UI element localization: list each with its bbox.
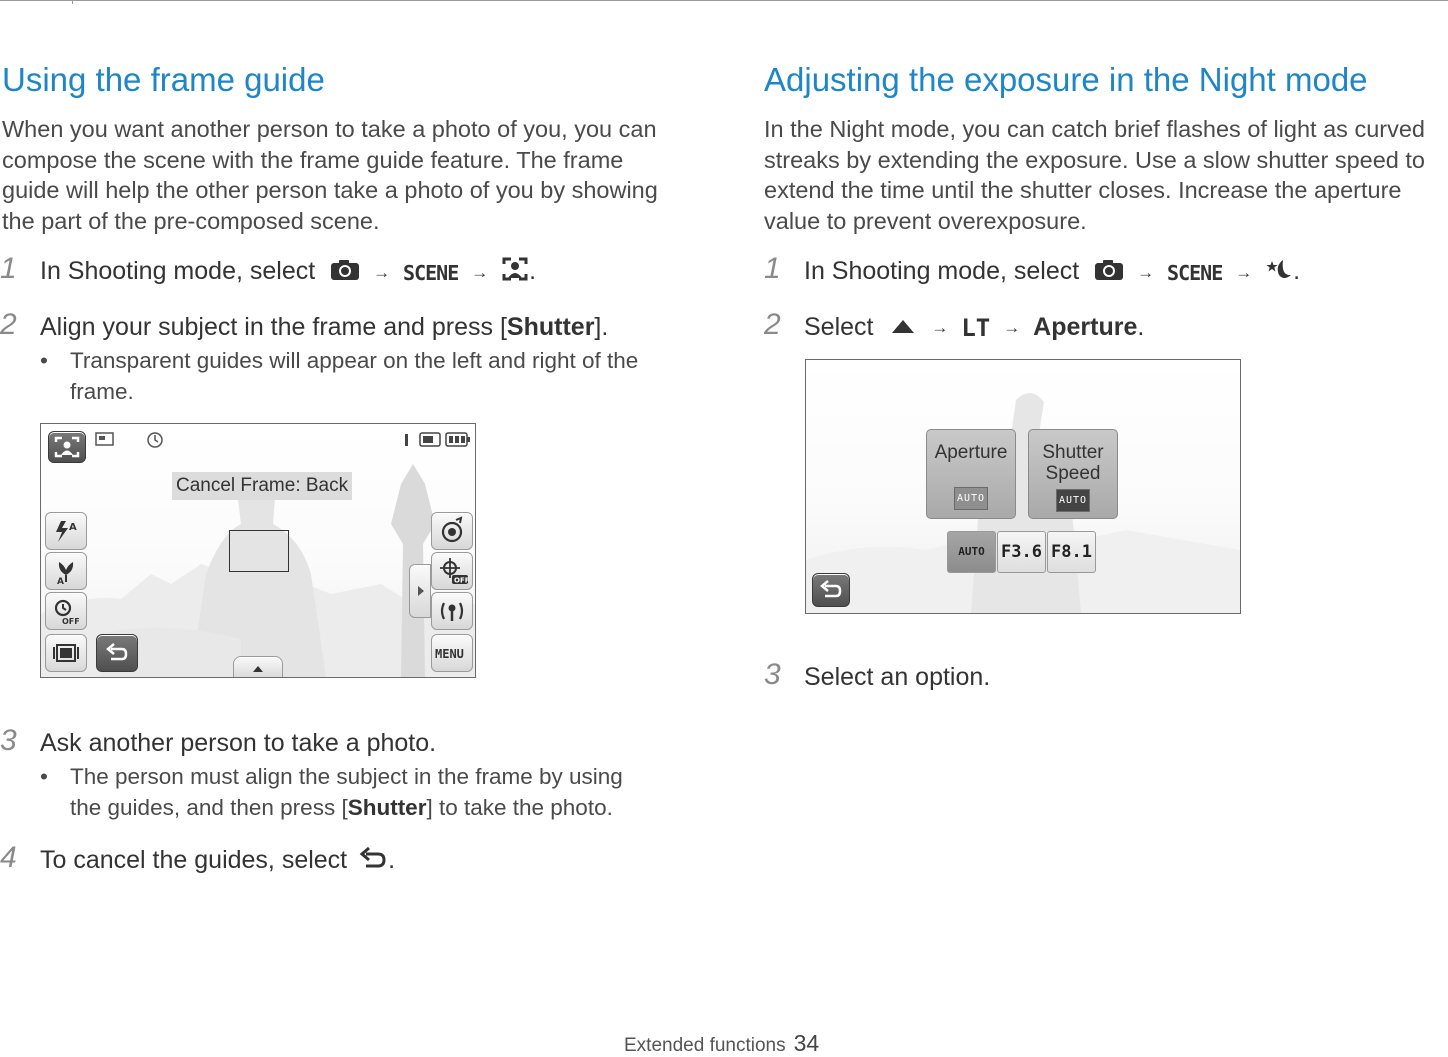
section-title: Adjusting the exposure in the Night mode xyxy=(764,61,1368,98)
camera-icon xyxy=(1094,258,1124,288)
flash-button[interactable] xyxy=(45,512,87,550)
left-step-1: 1 In Shooting mode, select → SCENE → . xyxy=(40,256,536,289)
option-f81[interactable]: F8.1 xyxy=(1047,531,1096,573)
stabilizer-icon xyxy=(432,593,472,629)
left-step-2: 2 Align your subject in the frame and press [Shutter]. xyxy=(0,308,609,341)
internal-memory-icon xyxy=(419,431,443,449)
frame-guide-icon xyxy=(49,432,85,462)
section-intro: In the Night mode, you can catch brief flashes of light as curved streaks by extending the exposure. Use a slow shutter speed to extend the time until the shutter closes. Increase the aperture value to prevent overexposure. xyxy=(764,116,1425,234)
up-arrow-icon xyxy=(234,657,282,678)
menu-button[interactable] xyxy=(431,634,473,672)
memory-indicator-icon xyxy=(403,432,411,448)
stabilizer-button[interactable] xyxy=(431,592,473,630)
option-f36[interactable]: F3.6 xyxy=(997,531,1046,573)
smart-shot-button[interactable] xyxy=(431,512,473,550)
auto-badge: AUTO xyxy=(1056,489,1090,512)
night-mode-icon xyxy=(1265,256,1293,289)
svg-text:MENU: MENU xyxy=(435,647,464,661)
back-icon xyxy=(97,635,137,671)
left-step-4: 4 To cancel the guides, select . xyxy=(40,845,395,878)
option-auto[interactable]: AUTO xyxy=(947,531,996,573)
night-exposure-screen xyxy=(805,359,1241,614)
scene-background xyxy=(806,360,1240,613)
frame-guide-screen xyxy=(40,423,476,678)
focus-button[interactable] xyxy=(45,552,87,590)
left-step-3-bullet: • The person must align the subject in the frame by using the guides, and then press [Shutter] to take the photo. xyxy=(70,761,660,823)
scene-icon: SCENE xyxy=(1167,260,1223,285)
menu-icon xyxy=(432,635,472,671)
cancel-frame-label: Cancel Frame: Back xyxy=(172,472,352,500)
left-step-2-bullet: • Transparent guides will appear on the left and right of the frame. xyxy=(70,345,660,407)
scene-icon: SCENE xyxy=(403,260,459,285)
svg-text:OFF: OFF xyxy=(62,617,80,626)
back-button[interactable] xyxy=(812,573,850,607)
frame-guide-box xyxy=(229,530,289,572)
battery-icon xyxy=(445,431,471,449)
expand-menu-button[interactable] xyxy=(233,656,283,678)
frame-guide-section xyxy=(2,58,682,236)
photo-size-icon xyxy=(95,431,115,447)
flash-auto-icon xyxy=(46,513,86,549)
frame-guide-mode-button[interactable] xyxy=(48,431,86,463)
right-step-1: 1 In Shooting mode, select → SCENE → . xyxy=(804,256,1300,289)
top-rule xyxy=(0,0,1448,1)
display-button[interactable] xyxy=(45,634,87,672)
back-icon xyxy=(813,574,849,606)
smart-camera-icon xyxy=(432,513,472,549)
frame-guide-icon xyxy=(501,256,529,289)
aperture-options xyxy=(947,531,1099,571)
timer-off-icon xyxy=(46,593,86,629)
side-panel-tab[interactable] xyxy=(409,564,431,618)
page-number: 34 xyxy=(793,1030,820,1056)
timer-status-icon xyxy=(145,430,165,448)
target-off-icon xyxy=(432,553,472,589)
back-icon xyxy=(358,845,388,878)
left-step-3: 3 Ask another person to take a photo. xyxy=(0,724,437,757)
face-detect-button[interactable] xyxy=(431,552,473,590)
section-name: Extended functions xyxy=(624,1035,786,1056)
night-mode-section xyxy=(764,58,1444,236)
aperture-menu-button[interactable]: Aperture AUTO xyxy=(926,429,1016,519)
svg-text:A: A xyxy=(57,577,64,587)
svg-text:A: A xyxy=(69,522,77,533)
section-title: Using the frame guide xyxy=(2,61,325,98)
svg-text:OFF: OFF xyxy=(454,576,470,585)
right-arrow-icon xyxy=(410,565,430,617)
shutter-speed-menu-button[interactable]: Shutter Speed AUTO xyxy=(1028,429,1118,519)
back-button[interactable] xyxy=(96,634,138,672)
macro-auto-icon xyxy=(46,553,86,589)
section-intro: When you want another person to take a photo of you, you can compose the scene with the frame guide feature. The frame guide will help the other person take a photo of you by showing the part of the pre-composed scene. xyxy=(2,116,658,234)
camera-icon xyxy=(330,258,360,288)
right-step-2: 2 Select → LT → Aperture. xyxy=(764,308,1145,343)
auto-badge: AUTO xyxy=(954,487,988,510)
up-triangle-icon xyxy=(888,313,918,343)
right-step-3: 3 Select an option. xyxy=(764,658,991,691)
long-time-icon: LT xyxy=(961,314,991,343)
display-icon xyxy=(46,635,86,671)
timer-button[interactable] xyxy=(45,592,87,630)
